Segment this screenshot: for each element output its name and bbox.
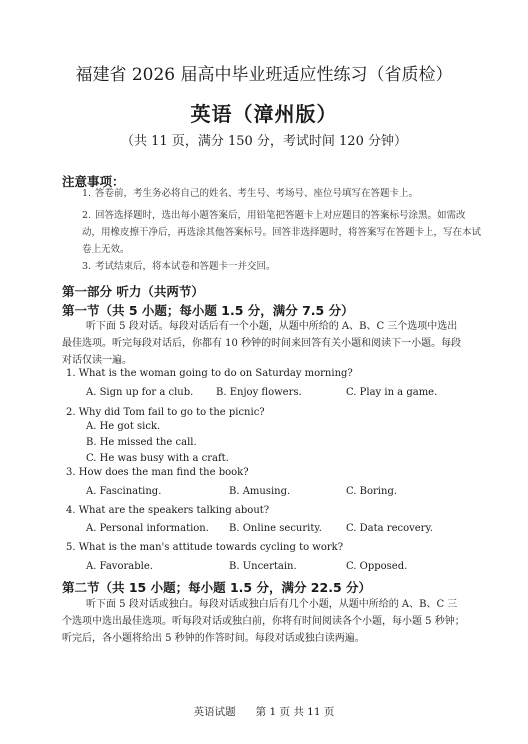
question-stem: 3. How does the man find the book? xyxy=(66,467,249,478)
question-stem: 4. What are the speakers talking about? xyxy=(66,505,270,516)
option-c: C. Boring. xyxy=(346,486,398,497)
option-b: B. Online security. xyxy=(229,523,322,534)
notice-item xyxy=(82,185,482,202)
option-b: B. Uncertain. xyxy=(229,561,297,572)
footer-subject: 英语试题 xyxy=(193,706,236,718)
option-a: A. Fascinating. xyxy=(86,486,162,497)
notice-item xyxy=(82,258,482,275)
notice-item-number: 1. xyxy=(82,188,92,199)
notice-item-text: 回答选择题时，选出每小题答案后，用铅笔把答题卡上对应题目的答案标号涂黑。如需改动，用橡皮擦干净后，再选涂其他答案标号。回答非选择题时，将答案写在答题卡上，写在本试卷上无效。 xyxy=(82,210,482,255)
option-a: A. Sign up for a club. xyxy=(86,387,194,398)
option-c: C. Data recovery. xyxy=(346,523,433,534)
section1-title: 第一节（共 5 小题；每小题 1.5 分，满分 7.5 分） xyxy=(62,303,354,318)
notice-item-text: 考试结束后，将本试卷和答题卡一并交回。 xyxy=(95,261,276,272)
option-c: C. Opposed. xyxy=(346,561,408,572)
option-b: B. Amusing. xyxy=(229,486,291,497)
question-stem: 2. Why did Tom fail to go to the picnic? xyxy=(66,407,265,418)
option-a: A. He got sick. xyxy=(86,421,161,432)
notice-item-number: 3. xyxy=(82,261,92,272)
footer-page-number: 第 1 页 共 11 页 xyxy=(255,706,335,718)
part1-title: 第一部分 听力（共两节） xyxy=(62,284,204,299)
question-stem: 1. What is the woman going to do on Saturday morning? xyxy=(66,368,353,379)
notice-item xyxy=(82,207,482,258)
option-c: C. Play in a game. xyxy=(346,387,438,398)
section2-title: 第二节（共 15 小题；每小题 1.5 分，满分 22.5 分） xyxy=(62,580,371,595)
page-footer xyxy=(0,704,528,719)
exam-title: 福建省 2026 届高中毕业班适应性练习（省质检） xyxy=(75,65,453,85)
notice-heading: 注意事项： xyxy=(62,174,125,189)
option-b: B. He missed the call. xyxy=(86,437,197,448)
section1-instructions: 听下面 5 段对话。每段对话后有一个小题，从题中所给的 A、B、C 三个选项中选出最佳选项。听完每段对话后，你都有 10 秒钟的时间来回答有关小题和阅读下一小题。每段对话仅读一遍。 xyxy=(62,321,462,366)
question-stem: 5. What is the man's attitude towards cycling to work? xyxy=(66,542,344,553)
notice-item-number: 2. xyxy=(82,210,92,221)
option-a: A. Personal information. xyxy=(86,523,209,534)
option-a: A. Favorable. xyxy=(86,561,153,572)
option-c: C. He was busy with a craft. xyxy=(86,453,229,464)
option-b: B. Enjoy flowers. xyxy=(216,387,302,398)
exam-info: （共 11 页，满分 150 分，考试时间 120 分钟） xyxy=(121,134,407,149)
notice-item-text: 答卷前，考生务必将自己的姓名、考生号、考场号、座位号填写在答题卡上。 xyxy=(95,188,419,199)
section2-instructions: 听下面 5 段对话或独白。每段对话或独白后有几个小题，从题中所给的 A、B、C 三个选项中选出最佳选项。听每段对话或独白前，你将有时间阅读各个小题，每小题 5 秒钟；听完后，各小题将给出 5 秒钟的作答时间。每段对话或独白读两遍。 xyxy=(62,599,465,644)
subject-title: 英语（漳州版） xyxy=(190,102,338,126)
